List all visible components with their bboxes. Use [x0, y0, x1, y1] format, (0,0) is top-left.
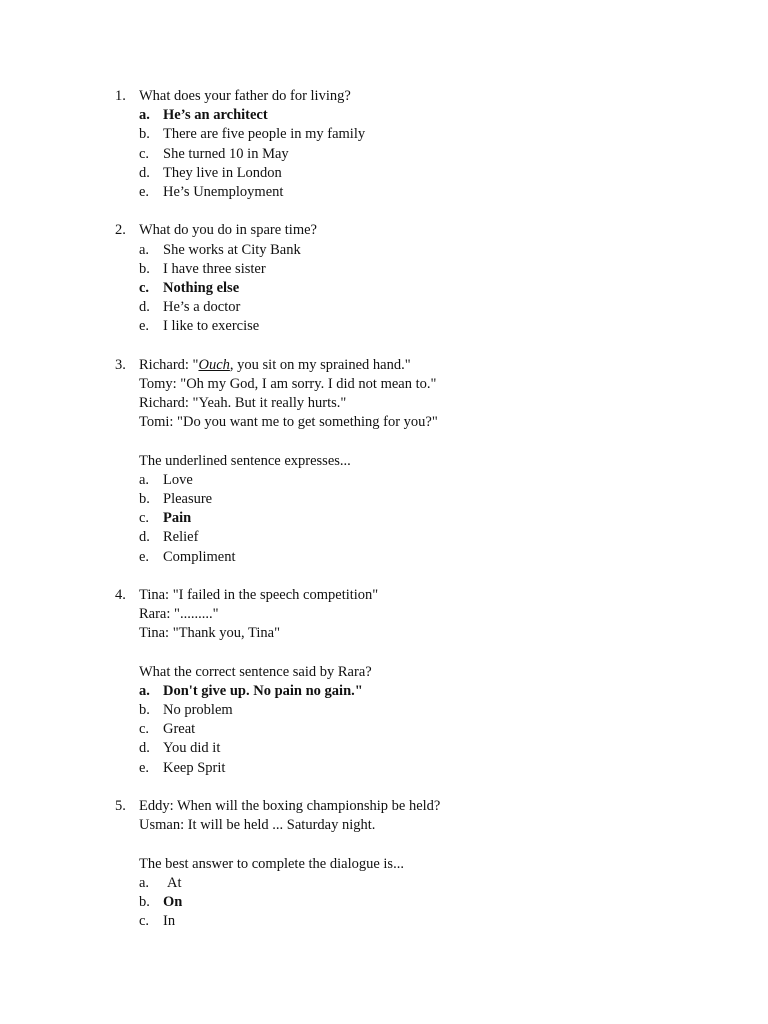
option-c: [0, 279, 768, 298]
option-b: [0, 490, 768, 509]
dialogue-line: Tomy: "Oh my God, I am sorry. I did not mean to.": [139, 375, 437, 392]
option-text: Nothing else: [163, 279, 240, 296]
option-text: You did it: [163, 740, 221, 757]
option-text: Relief: [163, 529, 199, 546]
option-letter: d.: [139, 529, 150, 546]
option-b: [0, 125, 768, 144]
question-number: 5.: [115, 797, 126, 814]
option-e: [0, 759, 768, 778]
dialogue-line: Tomi: "Do you want me to get something for you?": [139, 414, 438, 431]
option-text: Compliment: [163, 548, 236, 565]
option-letter: b.: [139, 893, 150, 910]
dialogue-line: Tina: "I failed in the speech competition": [139, 586, 379, 603]
question-number: 3.: [115, 356, 126, 373]
question-text: What does your father do for living?: [139, 88, 351, 104]
dialogue-line: Richard: "Ouch, you sit on my sprained hand.": [139, 356, 411, 373]
dialogue-line: Tina: "Thank you, Tina": [139, 625, 281, 642]
option-letter: b.: [139, 702, 150, 718]
option-a: [0, 471, 768, 490]
option-letter: b.: [139, 260, 150, 277]
question-1: [0, 87, 768, 202]
option-text: They live in London: [163, 164, 282, 181]
option-e: [0, 548, 768, 567]
option-text: She works at City Bank: [163, 241, 301, 258]
question-prompt: The underlined sentence expresses...: [139, 452, 351, 469]
option-text: In: [163, 913, 176, 930]
option-d: [0, 739, 768, 758]
option-d: [0, 528, 768, 547]
option-a: [0, 106, 768, 125]
question-5: [0, 797, 768, 931]
option-a: [0, 682, 768, 701]
option-text: He’s a doctor: [163, 299, 241, 316]
question-4: [0, 586, 768, 778]
option-letter: d.: [139, 299, 150, 316]
option-a: [0, 874, 768, 893]
question-prompt: What the correct sentence said by Rara?: [139, 663, 372, 680]
option-letter: a.: [139, 241, 150, 258]
option-letter: a.: [139, 471, 150, 488]
option-e: [0, 317, 768, 336]
option-b: [0, 701, 768, 720]
option-letter: d.: [139, 740, 150, 757]
option-letter: b.: [139, 490, 150, 507]
option-text: Love: [163, 471, 193, 488]
option-letter: e.: [139, 548, 150, 565]
dialogue-line: Usman: It will be held ... Saturday night.: [139, 817, 376, 834]
option-a: [0, 241, 768, 260]
option-letter: c.: [139, 510, 150, 527]
question-number: 4.: [115, 586, 126, 603]
option-c: [0, 912, 768, 931]
option-letter: a.: [139, 107, 150, 124]
question-number: 1.: [115, 88, 126, 104]
option-text: I have three sister: [163, 260, 266, 277]
question-text: What do you do in spare time?: [139, 222, 317, 239]
worksheet: [0, 87, 768, 950]
option-letter: d.: [139, 164, 150, 181]
option-letter: b.: [139, 126, 150, 143]
dialogue-line: Rara: ".........": [139, 606, 219, 623]
question-2: [0, 221, 768, 336]
option-text: Great: [163, 721, 196, 738]
option-text: Keep Sprit: [163, 759, 226, 776]
option-c: [0, 509, 768, 528]
option-letter: e.: [139, 318, 150, 335]
option-text: No problem: [163, 702, 233, 718]
option-b: [0, 893, 768, 912]
option-text: I like to exercise: [163, 318, 260, 335]
option-c: [0, 145, 768, 164]
option-text: She turned 10 in May: [163, 145, 289, 162]
dialogue-line: Richard: "Yeah. But it really hurts.": [139, 395, 347, 411]
option-letter: a.: [139, 874, 150, 891]
option-letter: c.: [139, 279, 150, 296]
option-letter: c.: [139, 145, 150, 162]
option-text: There are five people in my family: [163, 126, 366, 143]
option-letter: a.: [139, 682, 150, 699]
option-letter: c.: [139, 913, 150, 930]
option-text: Pain: [163, 510, 192, 527]
option-text: Pleasure: [163, 490, 213, 507]
dialogue-line: Eddy: When will the boxing championship be held?: [139, 797, 441, 814]
option-letter: e.: [139, 183, 150, 200]
option-text: He’s Unemployment: [163, 183, 284, 200]
option-text: At: [167, 874, 182, 891]
option-e: [0, 183, 768, 202]
option-letter: c.: [139, 721, 150, 738]
option-d: [0, 298, 768, 317]
question-3: [0, 356, 768, 567]
option-text: Don't give up. No pain no gain.": [163, 682, 363, 699]
option-d: [0, 164, 768, 183]
option-b: [0, 260, 768, 279]
option-letter: e.: [139, 759, 150, 776]
underlined-expression: Ouch: [198, 356, 230, 373]
question-number: 2.: [115, 222, 126, 239]
option-c: [0, 720, 768, 739]
question-prompt: The best answer to complete the dialogue is...: [139, 855, 404, 872]
option-text: On: [163, 893, 183, 910]
option-text: He’s an architect: [163, 107, 268, 124]
